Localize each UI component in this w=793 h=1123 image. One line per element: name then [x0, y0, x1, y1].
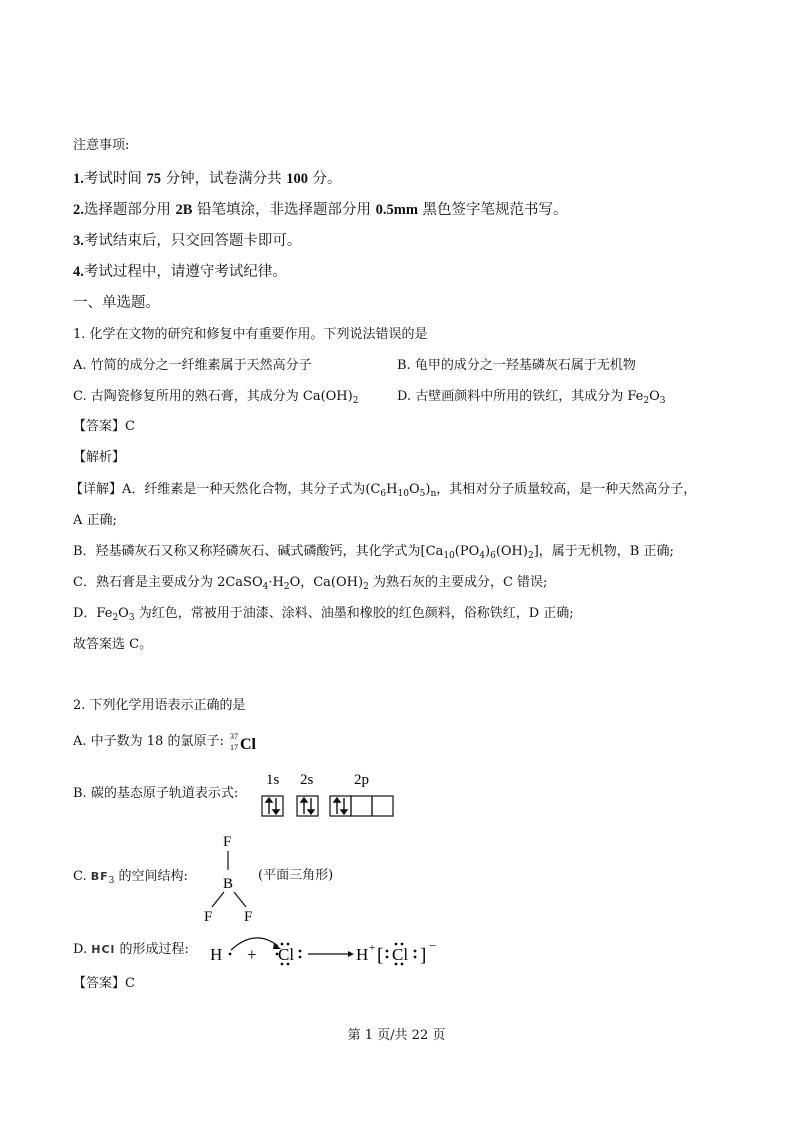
orbital-label-1s: 1s — [266, 772, 280, 788]
q1-option-c: C. 古陶瓷修复所用的熟石膏，其成分为 $Ca(OH)_2$ — [73, 389, 359, 406]
chlorine-isotope-symbol — [228, 730, 278, 754]
bond-b-f-right — [234, 892, 246, 907]
hcl-formation-diagram — [205, 922, 455, 972]
q1-option-a: A. 竹简的成分之一纤维素属于天然高分子 — [73, 358, 312, 373]
electron-pair-2s — [301, 798, 314, 814]
orbital-box-2p-2 — [351, 796, 372, 816]
q2-option-d: D. HCl 的形成过程: — [73, 942, 189, 957]
orbital-label-2p: 2p — [354, 772, 369, 788]
q1-detail-c: C．熟石膏是主要成分为 $2CaSO_4\cdot H_2O$，$Ca(OH)_2$ 为熟石灰的主要成分，C 错误; — [73, 575, 548, 592]
notice-item-3: 3.考试结束后，只交回答题卡即可。 — [73, 233, 302, 249]
q2-stem: 2. 下列化学用语表示正确的是 — [73, 698, 246, 713]
chloride-charge: − — [429, 938, 437, 953]
notice-item-1: 1.考试时间 75 分钟，试卷满分共 100 分。 — [73, 171, 342, 187]
chloride-symbol: Cl — [392, 945, 409, 964]
q2-option-b: B. 碳的基态原子轨道表示式: — [73, 786, 239, 801]
q1-stem: 1. 化学在文物的研究和修复中有重要作用。下列说法错误的是 — [73, 327, 428, 342]
q2-answer: 【答案】C — [73, 976, 135, 991]
q1-detail-a: 【详解】A．纤维素是一种天然化合物，其分子式为$(C_6H_{10}O_5)_n$，其相对分子质量较高，是一种天然高分子， — [70, 482, 697, 499]
bracket-right: ] — [420, 945, 427, 966]
element-symbol: Cl — [240, 736, 256, 753]
hydrogen-atom: H — [210, 945, 223, 964]
notice-item-2: 2.选择题部分用 2B 铅笔填涂，非选择题部分用 0.5mm 黑色签字笔规范书写。 — [73, 202, 568, 218]
orbital-diagram — [258, 770, 403, 820]
orbital-box-2s — [297, 796, 318, 816]
reaction-arrow-head — [348, 951, 354, 957]
orbital-box-1s — [262, 796, 283, 816]
hydrogen-electron-dot — [229, 953, 232, 956]
orbital-label-2s: 2s — [300, 772, 314, 788]
hydrogen-ion: H — [356, 945, 369, 964]
notice-title: 注意事项: — [73, 138, 130, 153]
bracket-left: [ — [377, 945, 384, 966]
atom-b: B — [223, 876, 234, 892]
electron-pair-2p — [334, 798, 347, 814]
atom-f-top: F — [223, 834, 232, 850]
q1-detail-d: D．$Fe_2O_3$ 为红色，常被用于油漆、涂料、油墨和橡胶的红色颜料，俗称铁红，D 正确; — [73, 606, 574, 623]
q1-option-b: B. 龟甲的成分之一羟基磷灰石属于无机物 — [397, 358, 636, 373]
notice-item-4: 4.考试过程中，请遵守考试纪律。 — [73, 264, 287, 280]
hydrogen-ion-charge: + — [369, 942, 376, 954]
atomic-number: 17 — [230, 743, 238, 752]
q1-detail-a-cont: A 正确; — [73, 513, 117, 528]
orbital-box-2p-1 — [330, 796, 351, 816]
q2-option-a: A. 中子数为 18 的氯原子: — [73, 734, 224, 749]
q1-answer: 【答案】C — [73, 419, 135, 434]
orbital-box-2p-3 — [372, 796, 393, 816]
q1-conclusion: 故答案选 C。 — [73, 637, 153, 652]
plus-sign: + — [247, 945, 257, 964]
q1-analysis-label: 【解析】 — [73, 450, 126, 465]
atom-f-right: F — [244, 909, 253, 922]
bf3-shape-note: (平面三角形) — [258, 868, 334, 883]
q2-option-c: C. $BF_3$ 的空间结构: — [73, 869, 188, 886]
mass-number: 37 — [230, 732, 238, 741]
page-footer: 第 1 页/共 22 页 — [347, 1028, 446, 1043]
bond-b-f-left — [212, 892, 224, 907]
chlorine-atom: Cl — [278, 945, 295, 964]
q1-detail-b: B．羟基磷灰石又称又称羟磷灰石、碱式磷酸钙，其化学式为$[Ca_{10}(PO_4)_6(OH)_2]$，属于无机物，B 正确; — [73, 544, 674, 561]
atom-f-left: F — [204, 909, 213, 922]
q1-option-d: D. 古壁画颜料中所用的铁红，其成分为 $Fe_2O_3$ — [397, 389, 666, 406]
section-title: 一、单选题。 — [73, 295, 160, 311]
electron-pair-1s — [266, 798, 279, 814]
bf3-structure — [196, 832, 266, 922]
